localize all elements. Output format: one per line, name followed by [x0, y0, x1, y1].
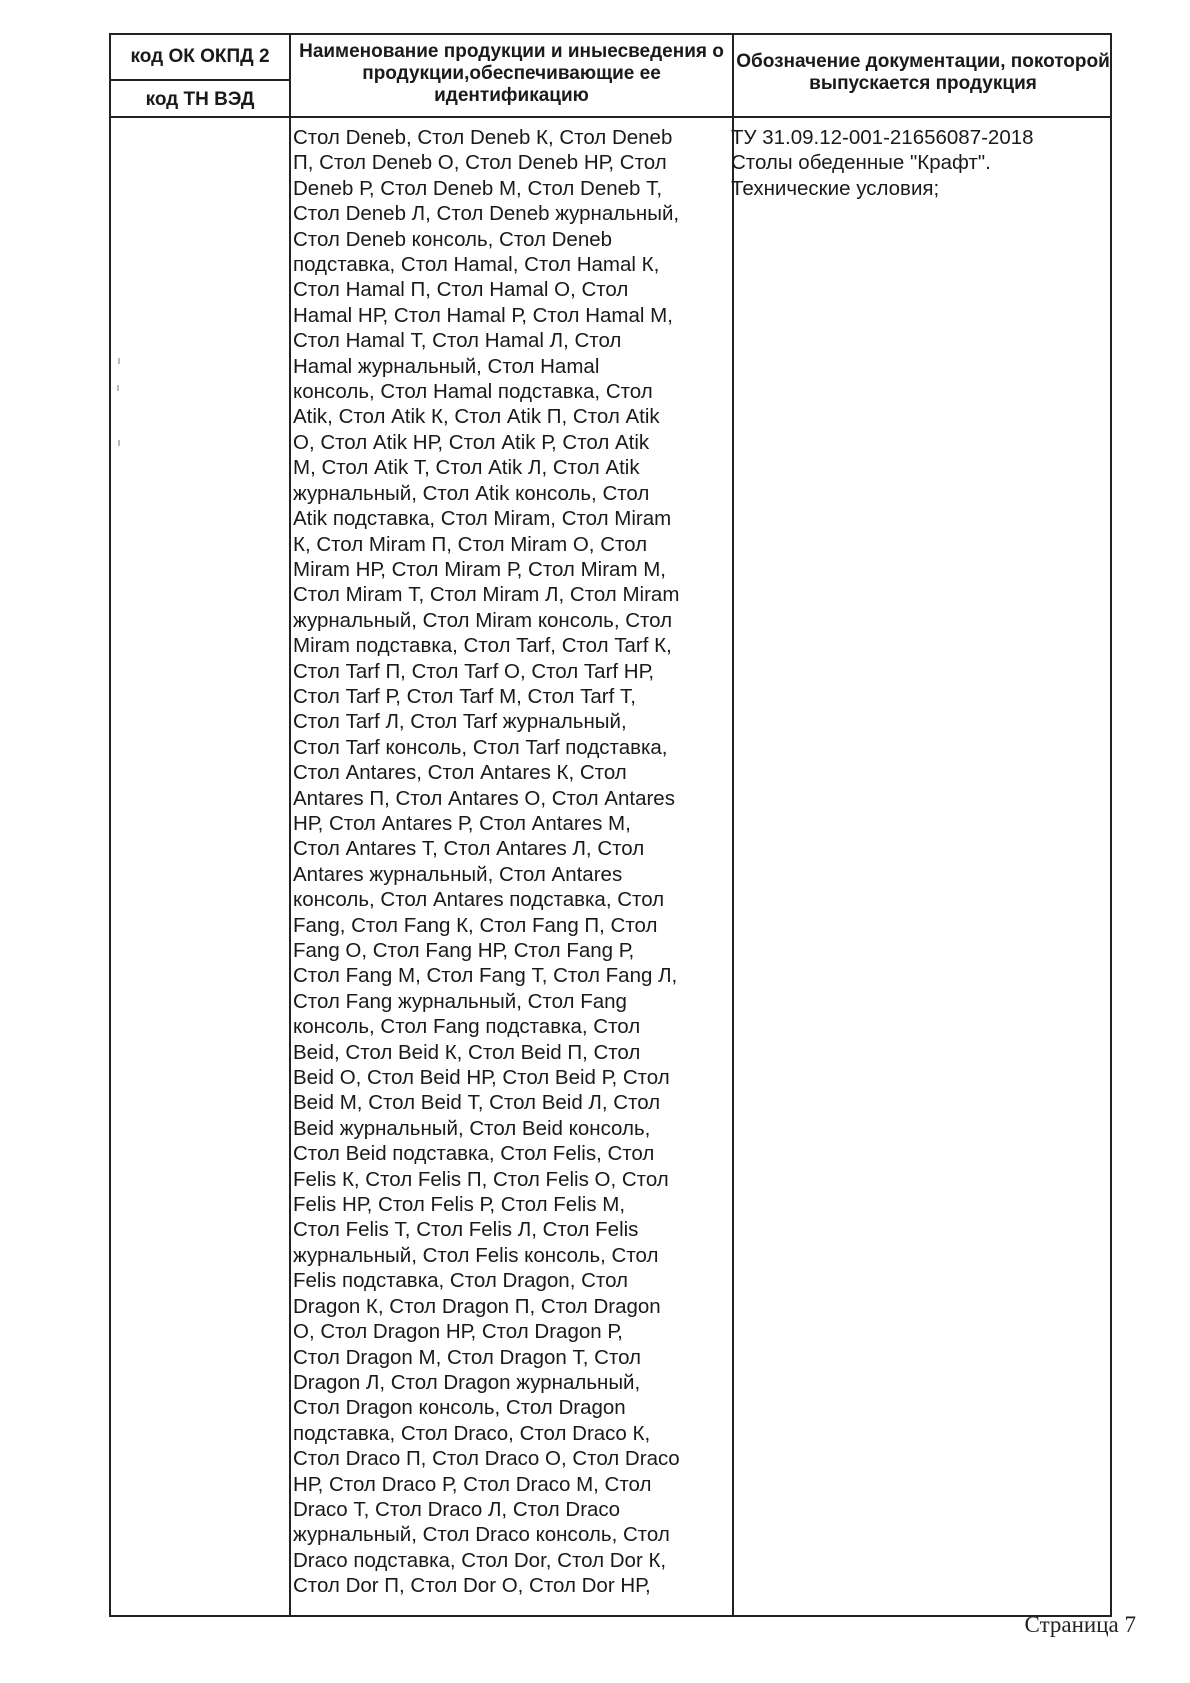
product-name-line: Miram подставка, Стол Tarf, Стол Tarf К, [293, 634, 672, 658]
product-name-line: Deneb Р, Стол Deneb М, Стол Deneb Т, [293, 176, 663, 200]
product-name-line: Стол Beid подставка, Стол Felis, Стол [293, 1142, 655, 1166]
header-divider [111, 116, 1110, 118]
product-name-line: Стол Draco П, Стол Draco О, Стол Draco [293, 1447, 680, 1471]
product-name-line: Miram НР, Стол Miram Р, Стол Miram М, [293, 557, 666, 581]
product-name-line: Стол Antares, Стол Antares К, Стол [293, 761, 627, 785]
product-name-line: Стол Hamal Т, Стол Hamal Л, Стол [293, 329, 622, 353]
header-okpd-code: код ОК ОКПД 2 [130, 46, 270, 67]
product-name-line: Beid журнальный, Стол Beid консоль, [293, 1116, 651, 1140]
product-name-line: Стол Tarf П, Стол Tarf О, Стол Tarf НР, [293, 659, 655, 683]
product-name-line: консоль, Стол Antares подставка, Стол [293, 888, 665, 912]
product-name-line: журнальный, Стол Atik консоль, Стол [293, 481, 650, 505]
product-name-line: НР, Стол Antares Р, Стол Antares М, [293, 811, 631, 835]
product-name-line: Antares П, Стол Antares О, Стол Antares [293, 786, 675, 810]
product-name-line: Стол Deneb Л, Стол Deneb журнальный, [293, 202, 680, 226]
product-name-line: Стол Hamal П, Стол Hamal О, Стол [293, 278, 629, 302]
product-name-line: Felis НР, Стол Felis Р, Стол Felis М, [293, 1193, 626, 1217]
product-name-line: НР, Стол Draco Р, Стол Draco М, Стол [293, 1472, 652, 1496]
product-name-line: О, Стол Atik НР, Стол Atik Р, Стол Atik [293, 430, 650, 454]
product-name-line: Antares журнальный, Стол Antares [293, 862, 623, 886]
product-name-line: Draco Т, Стол Draco Л, Стол Draco [293, 1497, 621, 1521]
product-name-line: Стол Dragon консоль, Стол Dragon [293, 1396, 626, 1420]
documentation-line: Технические условия; [731, 176, 940, 200]
product-name-line: Стол Fang журнальный, Стол Fang [293, 989, 627, 1013]
header-name-line: Наименование продукции и иные [299, 41, 618, 62]
code-header-divider [111, 79, 289, 81]
product-name-line: О, Стол Dragon НР, Стол Dragon Р, [293, 1320, 623, 1344]
scan-artifact [118, 440, 120, 446]
scan-artifact [118, 358, 120, 364]
product-name-line: Стол Tarf Л, Стол Tarf журнальный, [293, 710, 627, 734]
product-name-line: Atik, Стол Atik К, Стол Atik П, Стол Atik [293, 405, 660, 429]
header-docs-line: которой выпускается продукция [809, 51, 1110, 94]
product-name-line: Dragon К, Стол Dragon П, Стол Dragon [293, 1294, 661, 1318]
product-name-line: Стол Antares Т, Стол Antares Л, Стол [293, 837, 645, 861]
product-name-line: Beid О, Стол Beid НР, Стол Beid Р, Стол [293, 1066, 670, 1090]
page-number: Страница 7 [1024, 1612, 1136, 1637]
product-name-line: Стол Dragon М, Стол Dragon Т, Стол [293, 1345, 641, 1369]
product-name-line: консоль, Стол Hamal подставка, Стол [293, 380, 653, 404]
product-name-line: Стол Fang М, Стол Fang Т, Стол Fang Л, [293, 964, 678, 988]
product-name-line: П, Стол Deneb О, Стол Deneb НР, Стол [293, 151, 667, 175]
scan-artifact [117, 385, 119, 391]
header-docs-line: Обозначение документации, по [736, 51, 1034, 72]
product-name-line: Стол Felis Т, Стол Felis Л, Стол Felis [293, 1218, 639, 1242]
product-name-line: Стол Tarf Р, Стол Tarf М, Стол Tarf Т, [293, 684, 636, 708]
product-name-line: журнальный, Стол Miram консоль, Стол [293, 608, 673, 632]
product-name-line: Draco подставка, Стол Dor, Стол Dor К, [293, 1548, 667, 1572]
header-name-line: сведения о продукции, [362, 41, 724, 84]
header-tnved-code: код ТН ВЭД [145, 89, 255, 110]
product-name-line: Fang О, Стол Fang НР, Стол Fang Р, [293, 939, 635, 962]
column-divider-code [289, 35, 291, 1615]
product-name-line: К, Стол Miram П, Стол Miram О, Стол [293, 532, 648, 556]
product-name-line: Hamal журнальный, Стол Hamal [293, 354, 600, 378]
product-name-line: консоль, Стол Fang подставка, Стол [293, 1015, 641, 1039]
product-name-line: подставка, Стол Hamal, Стол Hamal К, [293, 253, 660, 277]
product-name-line: Beid, Стол Beid К, Стол Beid П, Стол [293, 1040, 641, 1064]
product-name-line: Felis подставка, Стол Dragon, Стол [293, 1269, 628, 1293]
header-name-line: обеспечивающие ее идентификацию [434, 63, 661, 106]
product-name-line: Стол Tarf консоль, Стол Tarf подставка, [293, 735, 668, 759]
product-name-line: журнальный, Стол Draco консоль, Стол [293, 1523, 670, 1547]
product-name-line: Felis К, Стол Felis П, Стол Felis О, Стол [293, 1167, 669, 1191]
product-name-line: журнальный, Стол Felis консоль, Стол [293, 1243, 659, 1267]
product-name-line: Dragon Л, Стол Dragon журнальный, [293, 1370, 641, 1394]
product-name-line: подставка, Стол Draco, Стол Draco К, [293, 1421, 651, 1445]
documentation-line: Столы обеденные "Крафт". [731, 151, 991, 175]
product-name-line: Hamal НР, Стол Hamal Р, Стол Hamal М, [293, 303, 673, 327]
product-name-line: Beid М, Стол Beid Т, Стол Beid Л, Стол [293, 1091, 661, 1115]
header-documentation [734, 51, 1112, 95]
header-product-name [291, 41, 732, 107]
column-divider-docs [732, 35, 734, 1615]
product-name-line: Стол Miram Т, Стол Miram Л, Стол Miram [293, 583, 680, 607]
documentation-line: ТУ 31.09.12-001-21656087-2018 [731, 126, 1034, 149]
product-name-line: Стол Deneb консоль, Стол Deneb [293, 227, 613, 251]
documentation-cell [731, 125, 1034, 201]
product-table [109, 33, 1112, 1617]
product-name-cell [293, 125, 680, 1599]
product-name-line: Fang, Стол Fang К, Стол Fang П, Стол [293, 913, 658, 937]
product-name-line: Atik подставка, Стол Miram, Стол Miram [293, 507, 672, 531]
product-name-line: Стол Dor П, Стол Dor О, Стол Dor НР, [293, 1574, 651, 1598]
product-name-line: Стол Deneb, Стол Deneb К, Стол Deneb [293, 126, 673, 149]
product-name-line: М, Стол Atik Т, Стол Atik Л, Стол Atik [293, 456, 640, 480]
